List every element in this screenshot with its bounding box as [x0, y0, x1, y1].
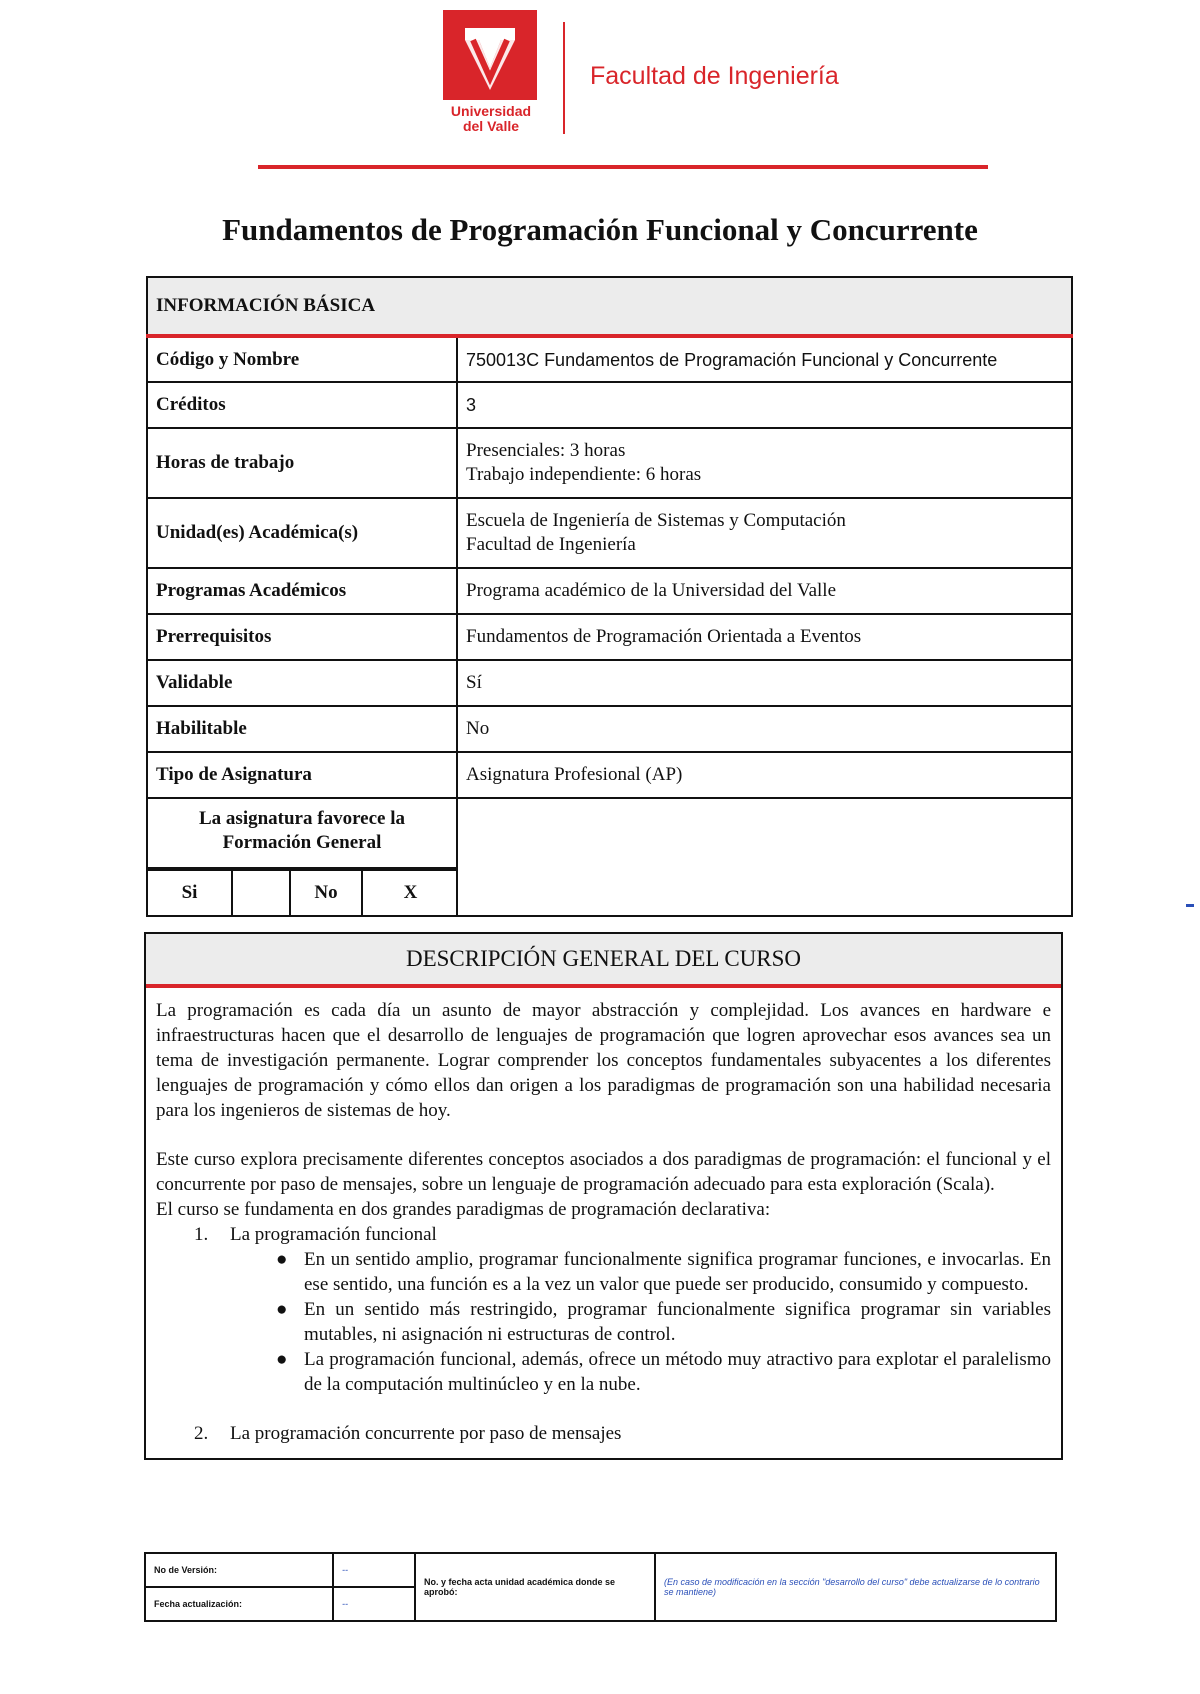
approval-label: No. y fecha acta unidad académica donde se aprobó:: [415, 1553, 655, 1621]
document-header: [0, 0, 1200, 190]
row-label-horas: Horas de trabajo: [147, 428, 457, 498]
logo-mark: [443, 10, 537, 100]
bullet-item: [156, 1347, 1051, 1397]
modification-note: (En caso de modificación en la sección "desarrollo del curso" debe actualizarse de lo contrario se mantiene): [655, 1553, 1056, 1621]
row-value-codigo: 750013C Fundamentos de Programación Funcional y Concurrente: [457, 336, 1072, 382]
description-paragraph-3: El curso se fundamenta en dos grandes paradigmas de programación declarativa:: [156, 1199, 771, 1220]
si-value: [232, 870, 290, 915]
course-title: Fundamentos de Programación Funcional y Concurrente: [222, 212, 978, 247]
list-number-1: 1.: [194, 1224, 209, 1245]
formacion-general-empty: [457, 798, 1072, 916]
bullet-icon: ●: [276, 1249, 288, 1270]
row-value-validable: Sí: [457, 660, 1072, 706]
formacion-general-label: La asignatura favorece la Formación General: [148, 799, 456, 869]
update-value: --: [333, 1587, 415, 1621]
bullet-icon: ●: [276, 1349, 288, 1370]
header-rule: [258, 165, 988, 169]
basic-info-table: [146, 276, 1073, 917]
row-value-creditos: 3: [457, 382, 1072, 428]
description-paragraph-1: La programación es cada día un asunto de mayor abstracción y complejidad. Los avances en hardware e infraestructuras hacen que el desarrollo de lenguajes de programación que logren aprovechar esos avances sea un tema de investigación permanente. Lograr comprender los conceptos fundamentales subyacentes a los diferentes lenguajes de programación y cómo ellos dan origen a los paradigmas de programación son una habilidad necesaria para los ingenieros de sistemas de hoy.: [156, 1000, 1051, 1121]
row-label-codigo: Código y Nombre: [147, 336, 457, 382]
version-value: --: [333, 1553, 415, 1587]
course-description: [144, 932, 1063, 1460]
row-value-unidad: [457, 498, 1072, 568]
horas-independiente: Trabajo independiente: 6 horas: [466, 464, 702, 485]
footer-table: [144, 1552, 1057, 1622]
bullet-text-1: En un sentido amplio, programar funcionalmente significa programar funciones, e invocarlas. En ese sentido, una función es a la vez un valor que puede ser producido, consumido y compuesto.: [304, 1249, 1051, 1295]
no-value: X: [362, 870, 458, 915]
bullet-text-3: La programación funcional, además, ofrece un método muy atractivo para explotar el paralelismo de la computación multinúcleo y en la nube.: [304, 1349, 1051, 1395]
row-value-prerrequisitos: Fundamentos de Programación Orientada a Eventos: [457, 614, 1072, 660]
row-value-habilitable: No: [457, 706, 1072, 752]
header-divider: [563, 22, 565, 134]
list-item-1-text: La programación funcional: [230, 1224, 437, 1245]
update-label: Fecha actualización:: [145, 1587, 333, 1621]
row-label-tipo: Tipo de Asignatura: [147, 752, 457, 798]
faculty-name: Facultad de Ingeniería: [590, 62, 839, 90]
description-heading: DESCRIPCIÓN GENERAL DEL CURSO: [146, 934, 1061, 988]
list-item-1: [156, 1222, 1051, 1247]
si-label: Si: [148, 870, 232, 915]
list-item-2: [156, 1421, 1051, 1446]
horas-presenciales: Presenciales: 3 horas: [466, 440, 626, 461]
row-label-habilitable: Habilitable: [147, 706, 457, 752]
row-value-tipo: Asignatura Profesional (AP): [457, 752, 1072, 798]
row-label-prerrequisitos: Prerrequisitos: [147, 614, 457, 660]
description-body: [146, 988, 1061, 1458]
bullet-item: [156, 1247, 1051, 1297]
unidad-facultad: Facultad de Ingeniería: [466, 534, 636, 555]
bullet-text-2: En un sentido más restringido, programar funcionalmente significa programar sin variables mutables, ni asignación ni estructuras de control.: [304, 1299, 1051, 1345]
row-label-programas: Programas Académicos: [147, 568, 457, 614]
bullet-icon: ●: [276, 1299, 288, 1320]
version-label: No de Versión:: [145, 1553, 333, 1587]
row-label-unidad: Unidad(es) Académica(s): [147, 498, 457, 568]
no-label: No: [290, 870, 362, 915]
bullet-item: [156, 1297, 1051, 1347]
university-logo: [443, 10, 539, 140]
list-item-2-text: La programación concurrente por paso de mensajes: [230, 1423, 622, 1444]
list-number-2: 2.: [194, 1423, 209, 1444]
row-value-horas: [457, 428, 1072, 498]
logo-text: Universidad del Valle: [450, 103, 532, 134]
formacion-general-cell: [147, 798, 457, 916]
row-value-programas: Programa académico de la Universidad del Valle: [457, 568, 1072, 614]
basic-info-heading: INFORMACIÓN BÁSICA: [147, 277, 1072, 336]
row-label-validable: Validable: [147, 660, 457, 706]
formacion-general-options: [148, 869, 458, 915]
stray-mark: [1186, 904, 1194, 907]
row-label-creditos: Créditos: [147, 382, 457, 428]
description-paragraph-2: Este curso explora precisamente diferentes conceptos asociados a dos paradigmas de programación: el funcional y el concurrente por paso de mensajes, sobre un lenguaje de programación adecuado para esta exploración (Scala).: [156, 1149, 1051, 1195]
unidad-escuela: Escuela de Ingeniería de Sistemas y Computación: [466, 510, 846, 531]
